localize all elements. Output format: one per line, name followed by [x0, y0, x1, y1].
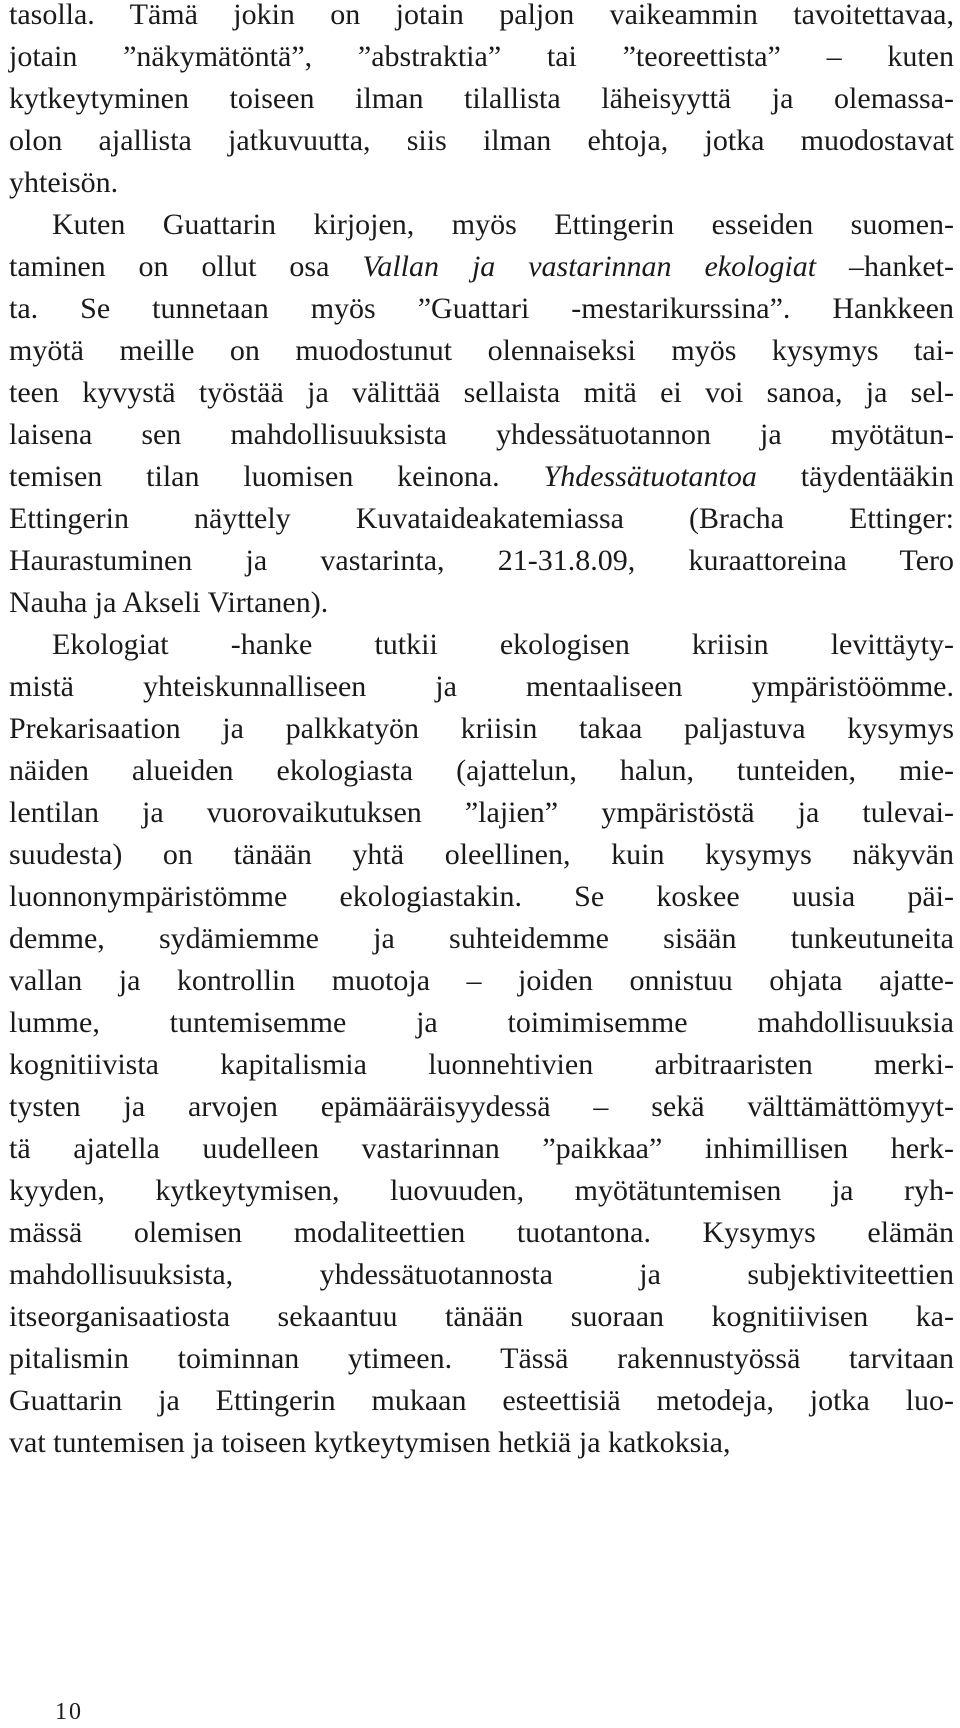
text-segment: Haurastuminen ja vastarinta, 21-31.8.09, kuraattoreina Tero [9, 544, 954, 577]
text-segment: –hanket- [816, 250, 954, 283]
text-line [9, 332, 954, 374]
text-line [9, 584, 954, 626]
text-line [9, 1424, 954, 1466]
text-segment: pitalismin toiminnan ytimeen. Tässä rakennustyössä tarvitaan [9, 1342, 954, 1375]
text-segment: mahdollisuuksista, yhdessätuotannosta ja subjektiviteettien [9, 1258, 954, 1291]
text-segment: yhteisön. [9, 166, 119, 199]
text-line [9, 80, 954, 122]
text-line [9, 794, 954, 836]
text-segment: tä ajatella uudelleen vastarinnan ”paikkaa” inhimillisen herk- [9, 1132, 954, 1165]
text-segment: Ettingerin näyttely Kuvataideakatemiassa (Bracha Ettinger: [9, 502, 954, 535]
text-line [9, 836, 954, 878]
text-segment: vat tuntemisen ja toiseen kytkeytymisen hetkiä ja katkoksia, [9, 1426, 731, 1459]
text-segment: myötä meille on muodostunut olennaiseksi myös kysymys tai- [9, 334, 954, 367]
text-segment: täydentääkin [756, 460, 954, 493]
paragraph [9, 206, 954, 626]
paragraph [9, 626, 954, 1466]
text-segment: lumme, tuntemisemme ja toimimisemme mahdollisuuksia [9, 1006, 954, 1039]
text-line [9, 458, 954, 500]
text-segment: tasolla. Tämä jokin on jotain paljon vaikeammin tavoitettavaa, [9, 0, 954, 31]
text-line [9, 248, 954, 290]
text-line [9, 122, 954, 164]
text-line [9, 962, 954, 1004]
italic-text: Vallan ja vastarinnan ekologiat [362, 250, 817, 283]
text-segment: laisena sen mahdollisuuksista yhdessätuotannon ja myötätun- [9, 418, 954, 451]
text-line [9, 668, 954, 710]
text-line [9, 1214, 954, 1256]
text-line [9, 1382, 954, 1424]
text-line [9, 1004, 954, 1046]
text-segment: teen kyvystä työstää ja välittää sellaista mitä ei voi sanoa, ja sel- [9, 376, 954, 409]
text-segment: demme, sydämiemme ja suhteidemme sisään tunkeutuneita [9, 922, 954, 955]
text-segment: taminen on ollut osa [9, 250, 363, 283]
text-line [9, 920, 954, 962]
text-line [9, 1340, 954, 1382]
text-segment: vallan ja kontrollin muotoja – joiden onnistuu ohjata ajatte- [9, 964, 954, 997]
text-segment: Kuten Guattarin kirjojen, myös Ettingerin esseiden suomen- [52, 208, 954, 241]
text-segment: näiden alueiden ekologiasta (ajattelun, halun, tunteiden, mie- [9, 754, 954, 787]
text-line [9, 290, 954, 332]
text-line [9, 1088, 954, 1130]
text-segment: mistä yhteiskunnalliseen ja mentaaliseen ympäristöömme. [9, 670, 954, 703]
text-segment: luonnonympäristömme ekologiastakin. Se koskee uusia päi- [9, 880, 954, 913]
body-text [9, 0, 954, 1466]
text-line [9, 752, 954, 794]
text-line [9, 542, 954, 584]
text-line [9, 374, 954, 416]
text-segment: tysten ja arvojen epämääräisyydessä – sekä välttämättömyyt- [9, 1090, 954, 1123]
text-segment: kytkeytyminen toiseen ilman tilallista läheisyyttä ja olemassa- [9, 82, 954, 115]
text-segment: lentilan ja vuorovaikutuksen ”lajien” ympäristöstä ja tulevai- [9, 796, 954, 829]
text-line [9, 0, 954, 38]
text-line [9, 1298, 954, 1340]
text-segment: Nauha ja Akseli Virtanen). [9, 586, 329, 619]
text-line [9, 164, 954, 206]
text-segment: Guattarin ja Ettingerin mukaan esteettisiä metodeja, jotka luo- [9, 1384, 954, 1417]
paragraph [9, 0, 954, 206]
text-segment: mässä olemisen modaliteettien tuotantona. Kysymys elämän [9, 1216, 954, 1249]
text-segment: kognitiivista kapitalismia luonnehtivien arbitraaristen merki- [9, 1048, 954, 1081]
text-segment: ta. Se tunnetaan myös ”Guattari -mestarikurssina”. Hankkeen [9, 292, 954, 325]
text-segment: temisen tilan luomisen keinona. [9, 460, 544, 493]
text-segment: olon ajallista jatkuvuutta, siis ilman ehtoja, jotka muodostavat [9, 124, 954, 157]
text-line [9, 1130, 954, 1172]
text-segment: kyyden, kytkeytymisen, luovuuden, myötätuntemisen ja ryh- [9, 1174, 954, 1207]
text-line [9, 206, 954, 248]
text-line [9, 1046, 954, 1088]
text-segment: Ekologiat -hanke tutkii ekologisen kriisin levittäyty- [52, 628, 954, 661]
text-line [9, 710, 954, 752]
text-line [9, 878, 954, 920]
text-line [9, 1256, 954, 1298]
text-line [9, 500, 954, 542]
text-line [9, 416, 954, 458]
italic-text: Yhdessätuotantoa [543, 460, 757, 493]
text-line [9, 38, 954, 80]
text-segment: Prekarisaation ja palkkatyön kriisin takaa paljastuva kysymys [9, 712, 954, 745]
text-segment: suudesta) on tänään yhtä oleellinen, kuin kysymys näkyvän [9, 838, 954, 871]
text-segment: itseorganisaatiosta sekaantuu tänään suoraan kognitiivisen ka- [9, 1300, 954, 1333]
text-line [9, 1172, 954, 1214]
text-line [9, 626, 954, 668]
page-number: 10 [55, 1699, 83, 1725]
text-segment: jotain ”näkymätöntä”, ”abstraktia” tai ”teoreettista” – kuten [9, 40, 954, 73]
